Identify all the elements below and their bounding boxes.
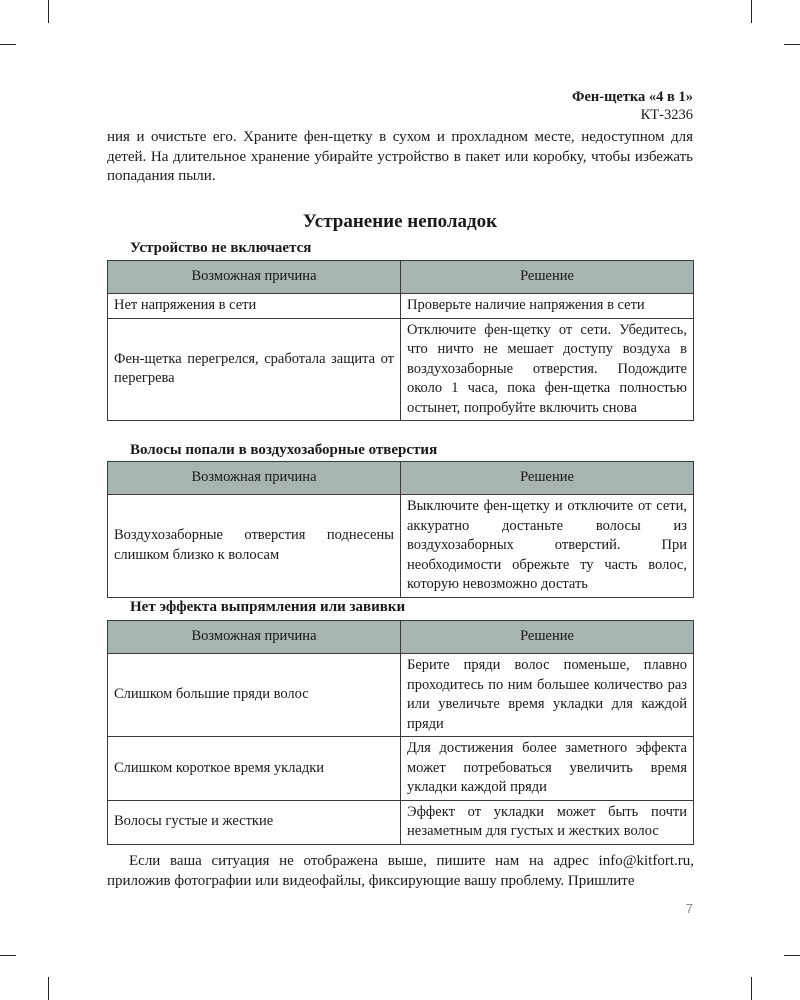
crop-mark xyxy=(0,955,16,956)
crop-mark xyxy=(751,0,752,23)
crop-mark xyxy=(751,977,752,1000)
table-row xyxy=(108,654,694,737)
column-header-cause: Возможная причина xyxy=(108,462,401,495)
cause-cell: Нет напряжения в сети xyxy=(108,294,401,319)
column-header-solution: Решение xyxy=(401,261,694,294)
contact-paragraph: Если ваша ситуация не отображена выше, пишите нам на адрес info@kitfort.ru, приложив фотографии или видеофайлы, фиксирующие вашу проблему. Пришлите xyxy=(107,853,694,889)
table-row xyxy=(108,800,694,844)
problem-title: Нет эффекта выпрямления или завивки xyxy=(130,599,406,615)
product-name: Фен-щетка «4 в 1» xyxy=(572,89,693,105)
crop-mark xyxy=(48,977,49,1000)
table-header-row xyxy=(108,261,694,294)
model-number: КТ-3236 xyxy=(640,107,693,123)
crop-mark xyxy=(48,0,49,23)
table-row xyxy=(108,495,694,598)
solution-cell: Проверьте наличие напряжения в сети xyxy=(401,294,694,319)
troubleshooting-table xyxy=(107,620,694,845)
solution-cell: Эффект от укладки может быть почти незаметным для густых и жестких волос xyxy=(401,800,694,844)
solution-cell: Берите пряди волос поменьше, плавно проходитесь по ним большее количество раз или увеличьте время укладки для каждой пряди xyxy=(401,654,694,737)
page-number: 7 xyxy=(685,901,693,916)
column-header-cause: Возможная причина xyxy=(108,261,401,294)
intro-paragraph: ния и очистьте его. Храните фен-щетку в сухом и прохладном месте, недоступном для детей. На длительное хранение убирайте устройство в пакет или коробку, чтобы избежать попадания пыли. xyxy=(107,129,693,184)
column-header-solution: Решение xyxy=(401,462,694,495)
table-header-row xyxy=(108,621,694,654)
troubleshooting-table xyxy=(107,461,694,598)
table-row xyxy=(108,318,694,421)
column-header-solution: Решение xyxy=(401,621,694,654)
solution-cell: Отключите фен-щетку от сети. Убедитесь, что ничто не мешает доступу воздуха в воздухозаборные отверстия. Подождите около 1 часа, пока фен-щетка полностью остынет, попробуйте включить снова xyxy=(401,318,694,421)
troubleshooting-table xyxy=(107,260,694,421)
table-row xyxy=(108,737,694,801)
cause-cell: Слишком короткое время укладки xyxy=(108,737,401,801)
table-header-row xyxy=(108,462,694,495)
section-title: Устранение неполадок xyxy=(302,211,498,232)
problem-title: Устройство не включается xyxy=(130,240,312,256)
cause-cell: Фен-щетка перегрелся, сработала защита от перегрева xyxy=(108,318,401,421)
crop-mark xyxy=(784,955,800,956)
running-header xyxy=(572,88,693,124)
problem-title: Волосы попали в воздухозаборные отверстия xyxy=(130,442,438,458)
crop-mark xyxy=(784,44,800,45)
column-header-cause: Возможная причина xyxy=(108,621,401,654)
table-row xyxy=(108,294,694,319)
cause-cell: Воздухозаборные отверстия поднесены слишком близко к волосам xyxy=(108,495,401,598)
cause-cell: Волосы густые и жесткие xyxy=(108,800,401,844)
solution-cell: Для достижения более заметного эффекта может потребоваться увеличить время укладки каждой пряди xyxy=(401,737,694,801)
cause-cell: Слишком большие пряди волос xyxy=(108,654,401,737)
solution-cell: Выключите фен-щетку и отключите от сети, аккуратно достаньте волосы из воздухозаборных отверстий. При необходимости обрежьте ту часть волос, которую невозможно достать xyxy=(401,495,694,598)
crop-mark xyxy=(0,44,16,45)
